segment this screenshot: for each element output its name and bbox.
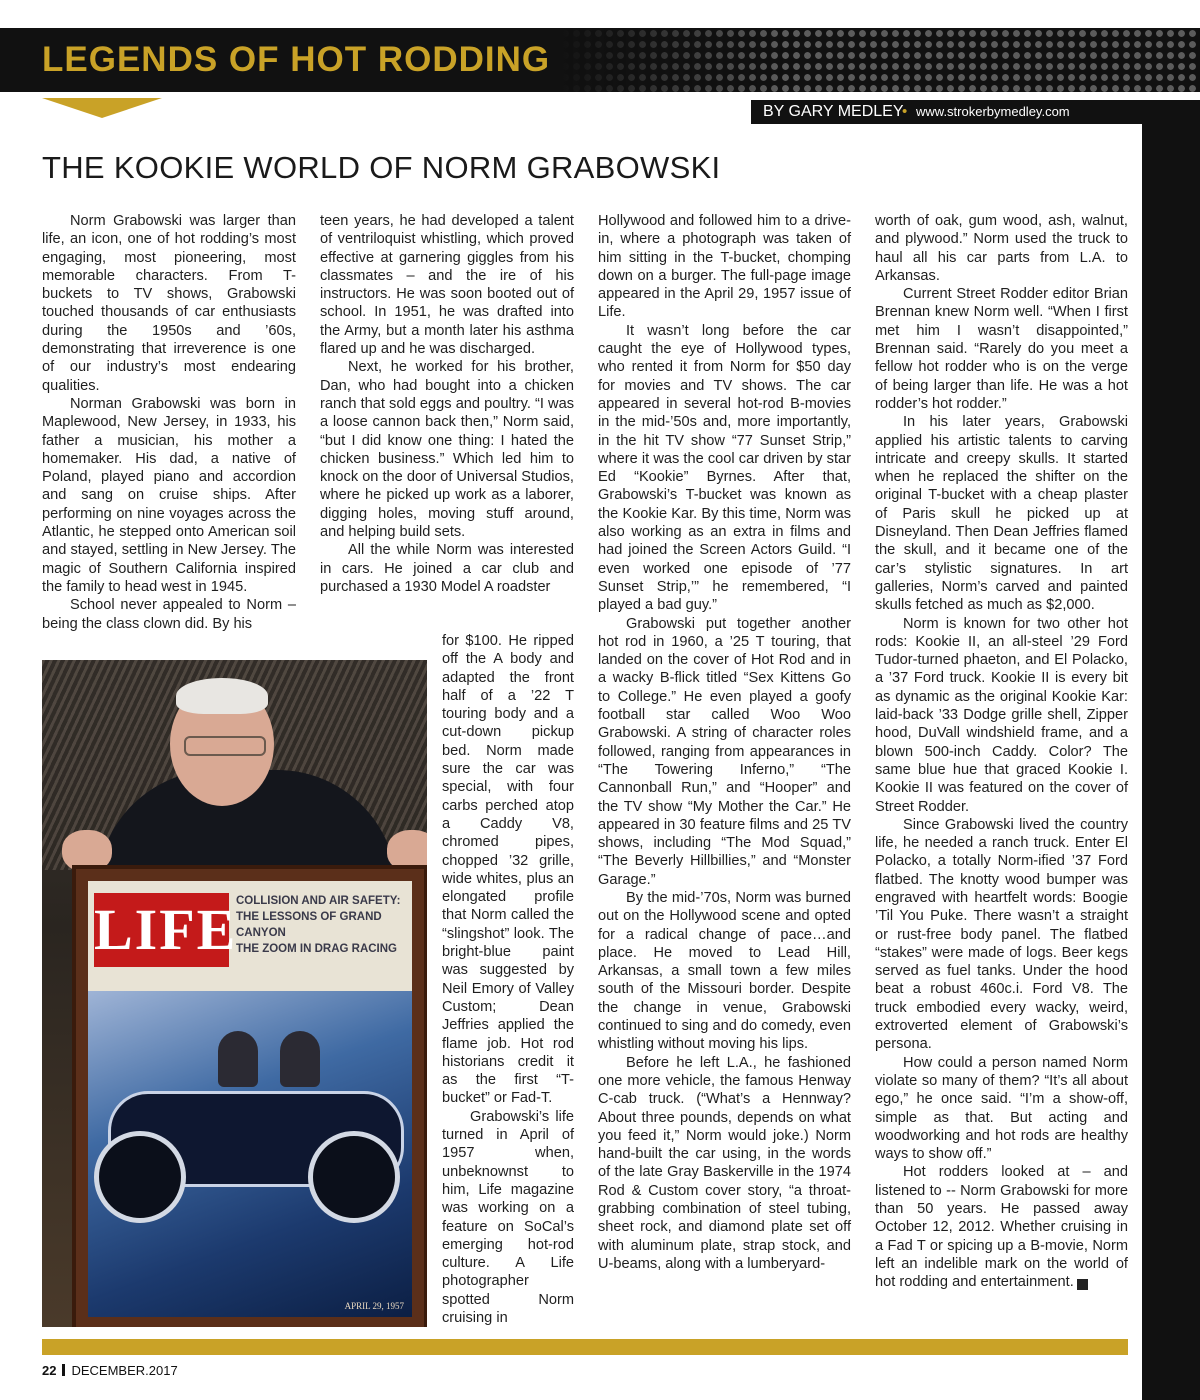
paragraph: teen years, he had developed a talent of ventriloquist whistling, which proved effective at garnering giggles from his classmates – and the ire of his instructors. He was soon booted out of school. In 1951, he was drafted into the Army, but a month later his asthma flared up and he was discharged. <box>320 213 574 358</box>
paragraph: In his later years, Grabowski applied his artistic talents to carving intricate and creepy skulls. It started when he replaced the shifter on the original T-bucket with a cheap plaster of Paris skull he picked up at Disneyland. Then Dean Jeffries flamed the skull, and it became one of the car’s stylistic signatures. In art galleries, Norm’s carved and painted skulls fetched as much as $2,000. <box>875 414 1128 614</box>
poster-date: APRIL 29, 1957 <box>344 1301 404 1311</box>
poster-person-1 <box>218 1031 258 1087</box>
byline-bar <box>751 100 1200 124</box>
article-column-1 <box>42 212 296 633</box>
paragraph: School never appealed to Norm – being the class clown did. By his <box>42 597 296 632</box>
halftone-pattern <box>560 28 1200 92</box>
paragraph: for $100. He ripped off the A body and adapted the front half of a ’22 T touring body and a cut-down pickup bed. Norm made sure the car was special, with four carbs perched atop a Caddy V8, chromed pipes, chopped ’32 grille, wide whites, plus an elongated profile that Norm called the “slingshot” look. The bright-blue paint was suggested by Neil Emory of Valley Custom; Dean Jeffries applied the flame job. Hot rod historians credit it as the first “T-bucket” or Fad-T. <box>442 633 574 1107</box>
paragraph-final <box>875 1163 1128 1291</box>
wheel-icon <box>308 1131 400 1223</box>
wheel-icon <box>94 1131 186 1223</box>
paragraph: Since Grabowski lived the country life, he needed a ranch truck. Enter El Polacko, a totally Norm-ified ’37 Ford flatbed. The knotty wood bumper was engraved with heartfelt words: Boogie ’Til You Puke. There wasn’t a straight or rust-free body panel. The flatbed “stakes” were made of logs. Beer kegs served as fuel tanks. Under the hood beat a robust 460c.i. Ford V8. The truck embodied every wacky, weird, extroverted element of Grabowski’s persona. <box>875 816 1128 1053</box>
article-column-2-wrap <box>442 632 574 1327</box>
cover-line: COLLISION AND AIR SAFETY: <box>236 895 401 907</box>
paragraph: Hollywood and followed him to a drive-in, where a photograph was taken of him sitting in the T-bucket, chomping down on a burger. The full-page image appeared in the April 29, 1957 issue of Life. <box>598 213 851 321</box>
photo-person-hair <box>176 678 268 714</box>
section-title: LEGENDS OF HOT RODDING <box>42 40 551 79</box>
paragraph: How could a person named Norm violate so many of them? “It’s all about ego,” he once said. “I’m a show-off, simple as that. But acting and woodworking and hot rods are healthy ways to show off.” <box>875 1054 1128 1163</box>
life-logo: LIFE <box>94 893 229 967</box>
paragraph: Norm Grabowski was larger than life, an icon, one of hot rodding’s most engaging, most pioneering, most memorable characters. From T-buckets to TV shows, Grabowski touched thousands of car enthusiasts during the 1950s and ’60s, demonstrating that irreverence is one of our industry’s most endearing qualities. <box>42 213 296 394</box>
article-column-4 <box>875 212 1128 1292</box>
paragraph: Before he left L.A., he fashioned one more vehicle, the famous Henway C-cab truck. (“What’s a Hennway? About three pounds, depends on what you feed it,” Norm would joke.) Norm hand-built the car using, in the words of the late Gray Baskerville in the 1974 Rod & Custom cover story, “a throat-grabbing combination of steel tubing, sheet rock, and diamond plate set off with aluminum plate, strap stock, and U-beams, along with a lumberyard- <box>598 1054 851 1272</box>
bullet-icon: • <box>902 103 908 120</box>
paragraph-text: Hot rodders looked at – and listened to -- Norm Grabowski for more than 50 years. He passed away October 12, 2012. Whether cruising in a Fad T or spicing up a B-movie, Norm left an indelible mark on the world of hot rodding and entertainment. <box>875 1164 1128 1291</box>
article-column-2 <box>320 212 574 596</box>
glasses-icon <box>184 736 266 756</box>
cover-line: THE ZOOM IN DRAG RACING <box>236 943 397 955</box>
folio-divider <box>62 1364 65 1376</box>
poster-header <box>88 881 412 991</box>
issue-date: DECEMBER.2017 <box>71 1363 178 1378</box>
paragraph: worth of oak, gum wood, ash, walnut, and plywood.” Norm used the truck to haul all his car parts from L.A. to Arkansas. <box>875 213 1128 284</box>
page-number: 22 <box>42 1363 57 1378</box>
life-magazine-poster <box>72 865 427 1327</box>
paragraph: Next, he worked for his brother, Dan, who had bought into a chicken ranch that sold eggs and poultry. “I was a loose cannon back then,” Norm said, “but I did know one thing: I hated the chicken business.” Which led him to knock on the door of Universal Studios, where he picked up work as a laborer, digging holes, moving stuff around, and helping build sets. <box>320 359 574 541</box>
paragraph: Current Street Rodder editor Brian Brennan knew Norm well. “When I first met him I wasn’t disappointed,” Brennan said. “Rarely do you meet a fellow hot rodder who is on the verge of being larger than life. He was a hot rodder’s hot rodder.” <box>875 286 1128 412</box>
section-banner <box>0 28 1200 92</box>
article-photo <box>42 660 427 1327</box>
paragraph: By the mid-’70s, Norm was burned out on the Hollywood scene and opted for a radical change of pace…and place. He moved to Lead Hill, Arkansas, a small town a few miles south of the Missouri border. Despite the change in venue, Grabowski continued to sing and do comedy, even whistling without moving his lips. <box>598 889 851 1053</box>
paragraph: Grabowski put together another hot rod in 1960, a ’25 T touring, that landed on the cover of Hot Rod and in a wacky B-flick titled “Sex Kittens Go to College.” He even played a goofy football star called Woo Woo Grabowski. A string of character roles followed, ranging from appearances in “The Towering Inferno,” “The Cannonball Run,” and “Hooper” and the TV show “My Mother the Car.” He appeared in 30 feature films and 25 TV shows, including “The Mod Squad,” “The Beverly Hillbillies,” and “Monster Garage.” <box>598 615 851 888</box>
author-name: BY GARY MEDLEY <box>763 103 904 120</box>
cover-line: THE LESSONS OF GRAND CANYON <box>236 911 382 939</box>
paragraph: All the while Norm was interested in cars. He joined a car club and purchased a 1930 Model A roadster <box>320 542 574 595</box>
page-edge-bar <box>1142 124 1200 1400</box>
paragraph: Grabowski’s life turned in April of 1957 when, unbeknownst to him, Life magazine was working on a feature on SoCal’s emerging hot-rod culture. A Life photographer spotted Norm cruising in <box>442 1108 574 1326</box>
website-link[interactable]: www.strokerbymedley.com <box>916 104 1070 119</box>
poster-person-2 <box>280 1031 320 1087</box>
page-folio <box>42 1363 178 1378</box>
article-column-3 <box>598 212 851 1273</box>
end-mark-icon: GG <box>1077 1279 1088 1290</box>
article-title: THE KOOKIE WORLD OF NORM GRABOWSKI <box>42 150 721 185</box>
paragraph: Norman Grabowski was born in Maplewood, New Jersey, in 1933, his father a musician, his mother a homemaker. His dad, a native of Poland, played piano and accordion and sang on cruise ships. After performing on nine voyages across the Atlantic, he stepped onto American soil and stayed, settling in New Jersey. The magic of Southern California inspired the family to head west in 1945. <box>42 395 296 595</box>
poster-inner <box>88 881 412 1317</box>
poster-cover-lines <box>236 893 408 957</box>
footer-rule <box>42 1339 1128 1355</box>
paragraph: Norm is known for two other hot rods: Kookie II, an all-steel ’29 Ford Tudor-turned phaeton, and El Polacko, a ’37 Ford truck. Kookie II is every bit as dynamic as the original Kookie Kar: laid-back ’33 Dodge grille shell, Zipper hood, DuVall windshield frame, and a blown 500-inch Caddy. Color? The same blue hue that graced Kookie I. Kookie II was featured on the cover of Street Rodder. <box>875 615 1128 815</box>
chevron-down-icon <box>42 98 162 118</box>
paragraph: It wasn’t long before the car caught the eye of Hollywood types, who rented it from Norm for $50 day for movies and TV shows. The car appeared in several hot-rod B-movies in the mid-’50s and, more importantly, in the hit TV show “77 Sunset Strip,” where it was the cool car driven by star Ed “Kookie” Byrnes. After that, Grabowski’s T-bucket was known as the Kookie Kar. By this time, Norm was also working as an extra in films and had joined the Screen Actors Guild. “I even worked one episode of ’77 Sunset Strip,’” he remembered, “I played a bad guy.” <box>598 322 851 614</box>
